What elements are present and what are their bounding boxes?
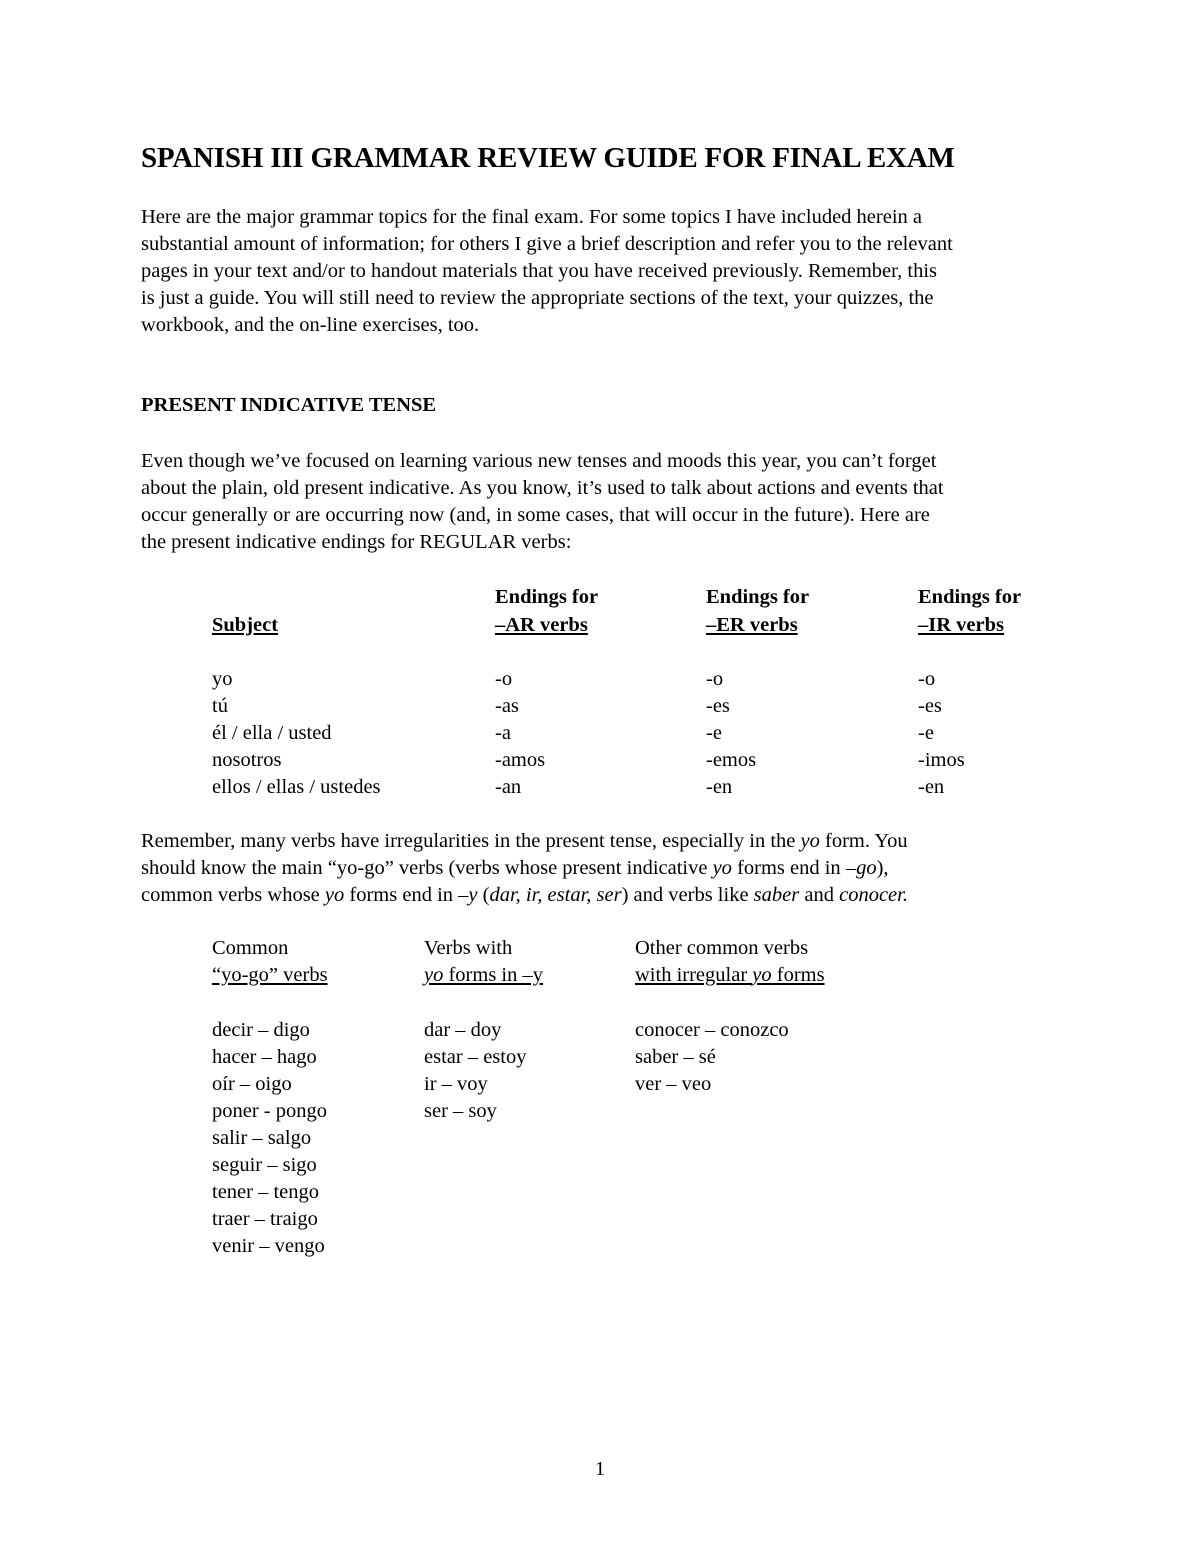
ir-header-top: Endings for: [918, 586, 1022, 608]
ending-cell: -an: [495, 776, 522, 798]
ending-cell: -o: [706, 668, 724, 690]
y-form-verb: estar – estoy: [424, 1046, 527, 1068]
subject-cell: nosotros: [212, 749, 282, 771]
y-form-verb: ser – soy: [424, 1100, 497, 1122]
subject-cell: tú: [212, 695, 228, 717]
subject-header: Subject: [212, 614, 279, 636]
ending-cell: -o: [495, 668, 513, 690]
intro-line: substantial amount of information; for others I give a brief description and refer you to the relevant: [141, 233, 953, 255]
intro-line: pages in your text and/or to handout materials that you have received previously. Remember, this: [141, 260, 937, 282]
ar-header: –AR verbs: [495, 614, 588, 636]
yogo-verb: tener – tengo: [212, 1181, 320, 1203]
other-header-top: Other common verbs: [635, 937, 809, 959]
section-line: about the plain, old present indicative. As you know, it’s used to talk about actions and events that: [141, 477, 944, 499]
yogo-verb: hacer – hago: [212, 1046, 317, 1068]
ending-cell: -imos: [918, 749, 965, 771]
yogo-verb: decir – digo: [212, 1019, 310, 1041]
intro-paragraph: [141, 204, 953, 339]
ending-cell: -amos: [495, 749, 546, 771]
other-irregular-verb: saber – sé: [635, 1046, 716, 1068]
yforms-header: yo forms in –y: [424, 964, 544, 986]
subject-cell: ellos / ellas / ustedes: [212, 776, 381, 798]
yogo-verb: traer – traigo: [212, 1208, 318, 1230]
section-line: the present indicative endings for REGULAR verbs:: [141, 531, 572, 553]
page-number: 1: [594, 1458, 606, 1480]
remember-line-1: Remember, many verbs have irregularities in the present tense, especially in the yo form. You: [141, 830, 908, 852]
ending-cell: -es: [918, 695, 942, 717]
ending-cell: -emos: [706, 749, 757, 771]
er-header: –ER verbs: [706, 614, 798, 636]
page-title: SPANISH III GRAMMAR REVIEW GUIDE FOR FINAL EXAM: [141, 142, 955, 174]
ending-cell: -en: [918, 776, 945, 798]
remember-paragraph: [141, 828, 908, 909]
ending-cell: -as: [495, 695, 519, 717]
intro-line: is just a guide. You will still need to review the appropriate sections of the text, your quizzes, the: [141, 287, 934, 309]
other-irregular-verb: ver – veo: [635, 1073, 712, 1095]
ending-cell: -es: [706, 695, 730, 717]
other-header: with irregular yo forms: [635, 964, 825, 986]
section-line: occur generally or are occurring now (and, in some cases, that will occur in the future). Here are: [141, 504, 930, 526]
ir-header: –IR verbs: [918, 614, 1004, 636]
intro-line: Here are the major grammar topics for the final exam. For some topics I have included herein a: [141, 206, 922, 228]
section-heading: PRESENT INDICATIVE TENSE: [141, 394, 437, 416]
yogo-header: “yo-go” verbs: [212, 964, 328, 986]
remember-line-3: common verbs whose yo forms end in –y (dar, ir, estar, ser) and verbs like saber and conocer.: [141, 884, 908, 906]
ending-cell: -e: [706, 722, 722, 744]
remember-line-2: should know the main “yo-go” verbs (verbs whose present indicative yo forms end in –go),: [141, 857, 889, 879]
ar-header-top: Endings for: [495, 586, 599, 608]
yogo-verb: salir – salgo: [212, 1127, 312, 1149]
ending-cell: -a: [495, 722, 511, 744]
yogo-verb: seguir – sigo: [212, 1154, 317, 1176]
section-line: Even though we’ve focused on learning various new tenses and moods this year, you can’t forget: [141, 450, 937, 472]
y-form-verb: ir – voy: [424, 1073, 488, 1095]
subject-cell: yo: [212, 668, 233, 690]
subject-cell: él / ella / usted: [212, 722, 332, 744]
section-paragraph: [141, 448, 944, 556]
yogo-verb: poner - pongo: [212, 1100, 328, 1122]
intro-line: workbook, and the on-line exercises, too.: [141, 314, 480, 336]
y-form-verb: dar – doy: [424, 1019, 502, 1041]
yogo-header-top: Common: [212, 937, 289, 959]
er-header-top: Endings for: [706, 586, 810, 608]
ending-cell: -e: [918, 722, 934, 744]
yogo-verb: venir – vengo: [212, 1235, 325, 1257]
ending-cell: -en: [706, 776, 733, 798]
ending-cell: -o: [918, 668, 936, 690]
yforms-header-top: Verbs with: [424, 937, 513, 959]
yogo-verb: oír – oigo: [212, 1073, 292, 1095]
other-irregular-verb: conocer – conozco: [635, 1019, 789, 1041]
